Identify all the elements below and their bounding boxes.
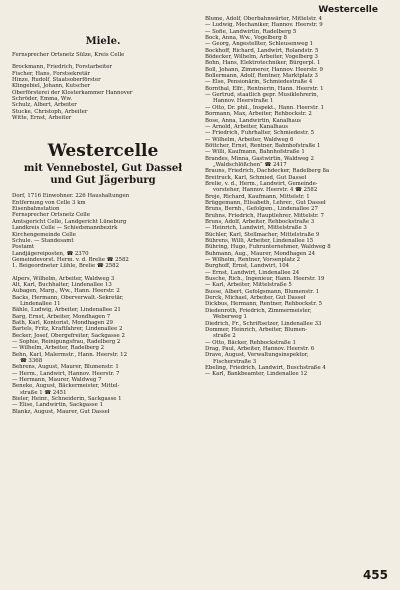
list-item: Klingebiel, Johann, Kutscher: [12, 83, 91, 90]
town-subtitle-2: und Gut Jägerburg: [50, 175, 156, 187]
list-item: Bartels, Fritz, Kraftfahrer, Lindenallee 2: [12, 326, 123, 333]
list-item: — Karl, Arbeiter, Mittelstraße 5: [205, 282, 292, 289]
list-item: — Hermann, Maurer, Waldweg 7: [12, 377, 102, 384]
list-item: Böttcher, Ernst, Rentner, Bahnhofstraße 1: [205, 142, 321, 149]
list-item: Bührens, Willi, Arbeiter, Lindenallee 15: [205, 238, 314, 245]
list-item: Bruhns, Friedrich, Hauptlehrer, Mittelstr. 7: [205, 212, 324, 219]
list-item: — Wilhelm, Arbeiter, Radelberg 2: [12, 345, 105, 352]
list-item: straße 1 ☎ 2451: [20, 389, 67, 396]
list-item: straße 2: [213, 333, 236, 340]
list-item: Bruns, Adolf, Arbeiter, Rehbockstraße 3: [205, 219, 315, 225]
list-item: Büchler, Karl, Stellmacher, Mittelstraße 9: [205, 231, 320, 238]
list-item: Derck, Michael, Arbeiter, Gut Dasseł: [205, 295, 306, 302]
info-line: Fernsprecher Ortsnetz Celle: [12, 212, 90, 219]
miele-info-line: Fernsprecher Ortsnetz Sülze, Kreis Celle: [12, 52, 125, 58]
list-item: Diedrich, Fr., Schriftsetzer, Lindenallee 33: [205, 320, 322, 327]
miele-list: [12, 52, 194, 121]
list-item: Drag, Paul, Arbeiter, Hannov. Heerstr. 6: [205, 345, 315, 352]
list-item: Brandes, Minna, Gastwirtin, Waldweg 2: [205, 155, 314, 162]
list-item: Bath, Karl, Kontorist, Mondhagen 29: [12, 319, 113, 326]
list-item: Bockhoff, Richard, Landwirt, Rolandstr. 5: [205, 47, 319, 54]
list-item: — Wilhelm, Arbeiter, Waldweg 6: [205, 136, 294, 143]
list-item: Blume, Adolf, Oberbahnwärter, Mittelstr. 4: [205, 16, 323, 22]
info-line: Landkreis Celle — Schiedsmannbezirk: [12, 225, 118, 232]
list-item: Weberweg 1: [213, 314, 247, 321]
running-head: Westercelle: [318, 5, 378, 15]
list-item: — Ernst, Landwirt, Lindenallee 24: [205, 269, 300, 276]
list-item: Bormann, Max, Arbeiter, Rehbockstr. 2: [205, 111, 312, 118]
list-item: Drave, August, Verwaltungsinspektor,: [205, 352, 309, 359]
list-item: Bose, Anna, Landwirtin, Kanalhaus: [205, 117, 302, 124]
list-item: Barg, Ernst, Arbeiter, Mondhagen 7: [12, 313, 111, 320]
list-item: Bornthal, Elfr., Rentnerin, Hann. Heerstr. 1: [205, 85, 324, 92]
list-item: Blankz, August, Maurer, Gut Dasseł: [12, 408, 110, 415]
list-item: Behn, Karl, Malermstr., Hann. Heerstr. 12: [12, 351, 128, 358]
town-title: Westercelle: [47, 141, 159, 162]
town-subtitle-1: mit Vennebostel, Gut Dasseł: [23, 163, 183, 175]
list-item: Broje, Richard, Kaufmann, Mittelstr. 1: [205, 193, 310, 200]
list-item: Brauns, Friedrich, Dachdecker, Radelberg 8a: [205, 168, 330, 175]
list-item: — Friedrich, Fuhrhalter, Schmiedestr. 5: [205, 130, 315, 137]
list-item: Bohn, Hans, Elektrotechniker, Bürgerpl. 1: [205, 60, 321, 67]
list-item: — Sofie, Landwirtin, Radelberg 5: [205, 28, 297, 35]
info-line: 1. Beigeordneter Lühle, Brelie ☎ 2582: [12, 263, 120, 270]
list-item: Bödecker, Wilhelm, Arbeiter, Vogelberg 3: [205, 54, 318, 61]
page-number: 455: [362, 568, 388, 582]
list-item: Stucke, Christoph, Arbeiter: [12, 108, 88, 115]
list-item: Ebeling, Friedrich, Landwirt, Buschstraße 4: [205, 364, 326, 371]
list-item: Diedenroth, Friedrich, Zimmermeister,: [205, 307, 312, 314]
list-item: — Sophie, Reinigungsfrau, Radelberg 2: [12, 339, 121, 345]
list-item: Boll, Johann, Zimmerer, Hannov. Heerstr. 9: [205, 66, 323, 73]
list-item: — Gertrud, staatlich gepr. Musiklehrerin,: [205, 92, 319, 99]
list-item: Bühring, Hugo, Fuhrunternehmer, Waldweg 8: [205, 244, 331, 251]
list-item: Busche, Rich., Ingenieur, Hann. Heerstr. 19: [205, 276, 325, 283]
list-item: Alpers, Wilhelm, Arbeiter, Waldweg 3: [12, 275, 115, 282]
info-line: Gemeindevorst. Herm. v. d. Brelie ☎ 2582: [12, 256, 129, 263]
list-item: Oberförsterei der Klosterkammer Hannover: [12, 89, 133, 96]
list-item: Bähle, Ludwig, Arbeiter, Lindenallee 21: [12, 307, 121, 314]
list-item: Bruns, Bernh., Gefolgsm., Lindenallee 27: [205, 206, 318, 213]
list-item: Buhmann, Aug., Maurer, Mondhagen 24: [205, 250, 315, 257]
list-item: Bieler, Heinr., Schneiderin, Sackgasse 1: [12, 396, 122, 403]
list-item: — Herm., Landwirt, Hannov. Heerstr. 7: [12, 370, 120, 377]
list-item: Behrens, August, Maurer, Blumenstr. 1: [12, 364, 119, 371]
list-item: Brelie, v. d., Herm., Landwirt, Gemeinde-: [205, 180, 318, 187]
list-item: — Heinrich, Landwirt, Mittelstraße 3: [205, 225, 307, 232]
info-line: Schule. — Standesamt: [12, 237, 74, 244]
info-line: Kirchengemeinde Celle: [12, 231, 76, 238]
list-item: Bock, Anna, Ww., Vogelberg 8: [205, 35, 287, 42]
list-item: — Else, Pensionärin, Schmiedestraße 4: [205, 79, 313, 86]
list-item: — Arnold, Arbeiter, Kanalhaus: [205, 123, 289, 130]
right-column: [205, 16, 387, 378]
list-item: Hinze, Rudolf, Staatsoberförster: [12, 77, 101, 84]
list-item: ☎ 3368: [20, 358, 43, 365]
list-item: Schulz, Albert, Arbeiter: [12, 102, 77, 109]
info-line: Postamt: [12, 244, 35, 251]
list-item: Lindenallee 11: [20, 300, 61, 307]
list-item: Fischer, Hans, Forstsekretär: [12, 70, 91, 77]
info-line: Amtsgericht Celle, Landgericht Lüneburg: [12, 218, 127, 225]
list-item: Bollermann, Adolf, Rentner, Marktplatz 3: [205, 73, 318, 80]
list-item: Busse, Albert, Gefolgsmann, Blumenstr. 1: [205, 288, 320, 295]
list-item: Brockmann, Friedrich, Forstarbeiter: [12, 64, 112, 71]
list-item: — Otto, Dr. phil., Inspekt., Hann. Heerstr. 1: [205, 104, 325, 111]
town-info: [12, 193, 194, 269]
list-item: vorsteher, Hannov. Heerstr. 4 ☎ 2582: [213, 187, 318, 194]
list-item: Brüggemann, Elisabeth, Lehrer., Gut Dasseł: [205, 199, 326, 206]
list-item: Fischerstraße 3: [213, 358, 257, 365]
list-item: Witte, Ernst, Arbeiter: [12, 115, 72, 122]
list-item: Backs, Hermann, Oberverwalt.-Sekretär,: [12, 294, 124, 301]
info-line: Entfernung von Celle 3 km: [12, 199, 86, 206]
list-item: — Karl, Bankbeamter, Lindenallee 12: [205, 371, 308, 378]
info-line: Eisenbahnstation: [12, 206, 60, 213]
info-line: Landjägereiposten, ☎ 2370: [12, 250, 89, 257]
info-line: Dorf, 1716 Einwohner. 226 Haushaltungen: [12, 193, 130, 200]
list-item: Becker, Josef, Obergefreiter, Sackgasse 2: [12, 332, 125, 339]
list-item: Breitruck, Karl, Schmied, Gut Dasseł: [205, 174, 307, 181]
list-item: Dommer, Heinrich, Arbeiter, Blumen-: [205, 326, 308, 333]
list-item: — Georg, Angestellter, Schleusenweg 1: [205, 41, 314, 48]
list-item: — Willi, Kaufmann, Bahnhofstraße 1: [205, 149, 305, 156]
section-title-miele: Miele.: [85, 36, 121, 47]
list-item: — Wilhelm, Rentner, Vorsenplatz 2: [205, 257, 301, 264]
left-column: [12, 30, 194, 415]
list-item: Hannov. Heerstraße 1: [213, 98, 274, 105]
resident-list-left: [12, 276, 194, 416]
list-item: Beneke, August, Bäckermeister, Mittel-: [12, 383, 120, 390]
list-item: Dickbus, Hermann, Rentner, Rehbockstr. 5: [205, 301, 323, 308]
list-item: „Waldschlößchen“ ☎ 2417: [213, 161, 287, 168]
list-item: Schröder, Emma, Ww.: [12, 96, 73, 103]
list-item: Burghoff, Ernst, Landwirt, 104: [205, 263, 290, 270]
list-item: — Ludwig, Mechaniker, Hannov. Heerstr. 9: [205, 22, 323, 29]
list-item: — Otto, Bäcker, Rehbockstraße 1: [205, 339, 296, 346]
list-item: — Elise, Landwirtin, Sackgasse 1: [12, 402, 104, 409]
list-item: Aubagen, Marg., Ww., Hann. Heerstr. 2: [12, 288, 120, 295]
list-item: Alt, Karl, Buchhalter, Lindenallee 13: [12, 281, 112, 288]
